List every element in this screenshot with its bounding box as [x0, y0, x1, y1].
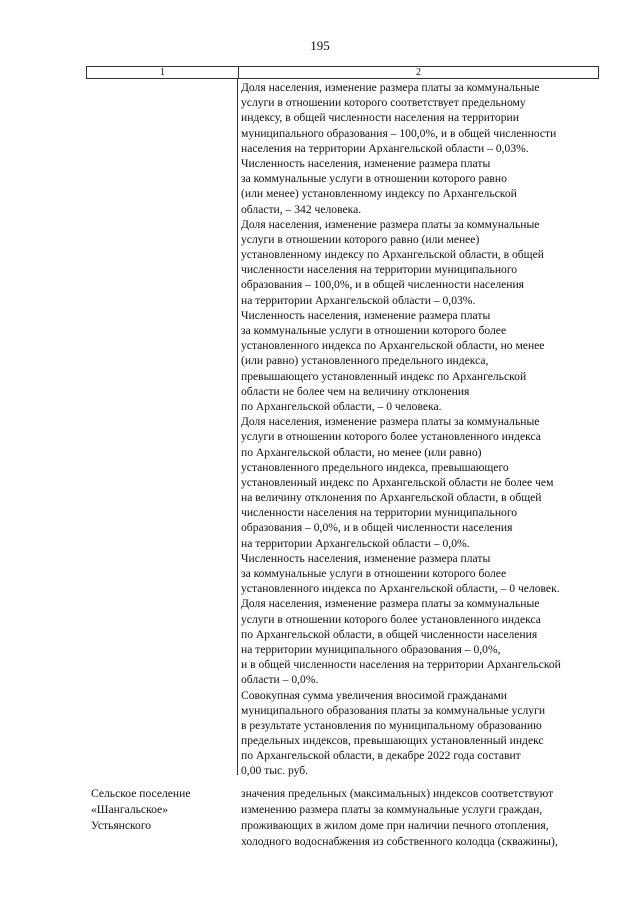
- text-line: Численность населения, изменение размера платы: [241, 551, 491, 565]
- text-line: (или менее) установленному индексу по Архангельской: [241, 187, 517, 201]
- text-line: Численность населения, изменение размера платы: [241, 156, 491, 170]
- text-line: Доля населения, изменение размера платы за коммунальные: [241, 415, 540, 429]
- text-line: услуги в отношении которого соответствует предельному: [241, 96, 526, 110]
- text-line: на территории Архангельской области – 0,03%.: [241, 293, 476, 307]
- text-line: установленному индексу по Архангельской области, в общей: [241, 248, 544, 262]
- text-line: услуги в отношении которого равно (или менее): [241, 232, 480, 246]
- text-line: по Архангельской области, но менее (или равно): [241, 445, 482, 459]
- text-line: (или равно) установленного предельного индекса,: [241, 354, 489, 368]
- region-line: «Шангальское»: [91, 803, 168, 816]
- text-line: области, – 342 человека.: [241, 202, 362, 216]
- page-number: 195: [310, 38, 330, 53]
- text-line: услуги в отношении которого более установленного индекса: [241, 612, 541, 626]
- text-line: за коммунальные услуги в отношении которого более: [241, 324, 507, 337]
- text-line: численности населения на территории муниципального: [241, 263, 518, 277]
- text-line: Совокупная сумма увеличения вносимой гражданами: [241, 688, 507, 702]
- main-text-block: [241, 80, 603, 779]
- text-line: на величину отклонения по Архангельской области, в общей: [241, 491, 542, 505]
- text-line: услуги в отношении которого более установленного индекса: [241, 430, 541, 444]
- text-line: по Архангельской области, в общей численности населения: [241, 627, 538, 641]
- text-line: области не более чем на величину отклонения: [241, 384, 470, 398]
- text-line: на территории Архангельской области – 0,0%.: [241, 536, 470, 550]
- text-line: установленного индекса по Архангельской области, – 0 человек.: [241, 582, 560, 596]
- text-line: Доля населения, изменение размера платы за коммунальные: [241, 217, 540, 231]
- text-line: превышающего установленный индекс по Архангельской: [241, 369, 527, 383]
- text-line: образования – 0,0%, и в общей численности населения: [241, 521, 513, 535]
- text-line: области – 0,0%.: [241, 673, 319, 687]
- text-line: значения предельных (максимальных) индексов соответствуют: [241, 787, 554, 800]
- text-line: установленного индекса по Архангельской области, но менее: [241, 339, 545, 353]
- text-line: муниципального образования – 100,0%, и в общей численности: [241, 126, 557, 140]
- text-line: Доля населения, изменение размера платы за коммунальные: [241, 597, 540, 611]
- next-row-text-block: [241, 786, 603, 850]
- text-line: по Архангельской области, – 0 человека.: [241, 399, 442, 413]
- table-header-col-2: 2: [416, 67, 421, 78]
- text-line: за коммунальные услуги в отношении которого более: [241, 567, 507, 580]
- text-line: установленного предельного индекса, превышающего: [241, 460, 509, 474]
- text-line: холодного водоснабжения из собственного колодца (скважины),: [241, 835, 558, 848]
- text-line: 0,00 тыс. руб.: [241, 764, 309, 778]
- text-line: предельных индексов, превышающих установленный индекс: [241, 734, 544, 748]
- text-line: в результате установления по муниципальному образованию: [241, 718, 542, 732]
- column-divider: [237, 79, 238, 775]
- text-line: численности населения на территории муниципального: [241, 506, 518, 520]
- table-header-row: [86, 66, 599, 79]
- region-line: Сельское поселение: [91, 787, 191, 800]
- text-line: Численность населения, изменение размера платы: [241, 308, 491, 322]
- text-line: установленный индекс по Архангельской области не более чем: [241, 475, 554, 489]
- region-name-cell: [91, 786, 236, 834]
- table-header-col-1: 1: [87, 67, 239, 78]
- text-line: за коммунальные услуги в отношении которого равно: [241, 172, 507, 186]
- text-line: и в общей численности населения на территории Архангельской: [241, 658, 561, 672]
- text-line: Доля населения, изменение размера платы за коммунальные: [241, 81, 540, 94]
- text-line: образования – 100,0%, и в общей численности населения: [241, 278, 525, 292]
- text-line: изменению размера платы за коммунальные услуги граждан,: [241, 803, 543, 816]
- text-line: населения на территории Архангельской области – 0,03%.: [241, 141, 529, 155]
- text-line: проживающих в жилом доме при наличии печного отопления,: [241, 819, 549, 832]
- region-line: Устьянского: [91, 819, 152, 832]
- text-line: муниципального образования платы за коммунальные услуги: [241, 703, 546, 717]
- text-line: индексу, в общей численности населения на территории: [241, 111, 519, 125]
- text-line: на территории муниципального образования – 0,0%,: [241, 642, 501, 656]
- text-line: по Архангельской области, в декабре 2022 года составит: [241, 749, 521, 763]
